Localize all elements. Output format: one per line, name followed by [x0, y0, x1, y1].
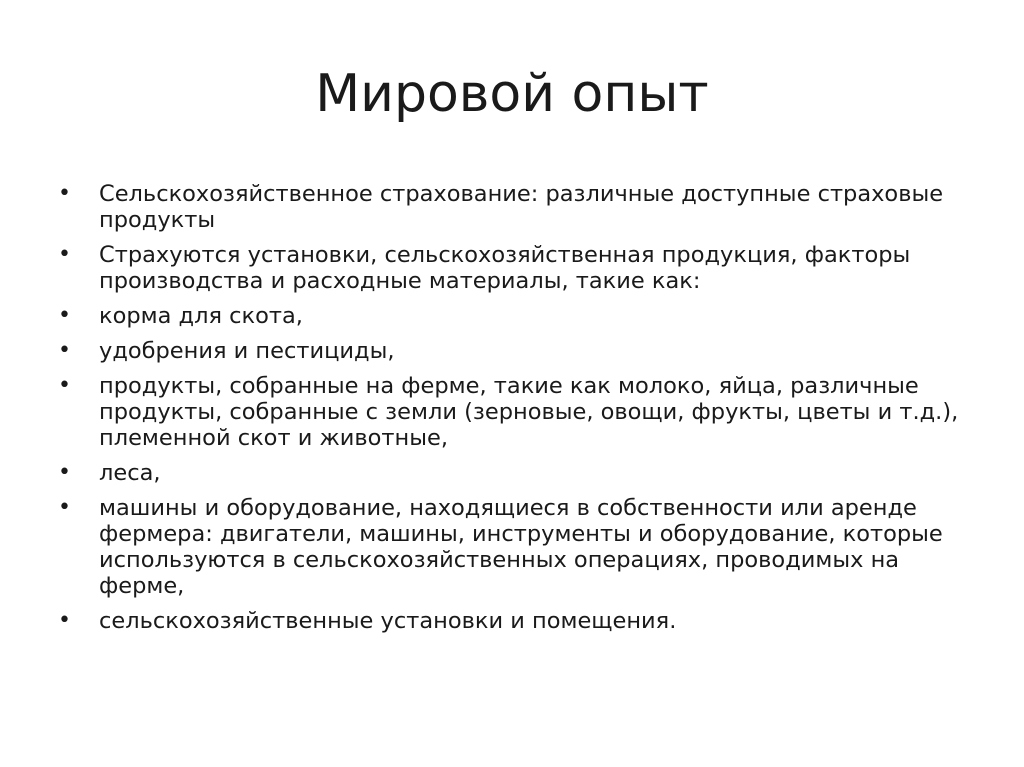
bullet-item: [58, 608, 968, 634]
bullet-item: [58, 338, 968, 364]
bullet-point-icon: •: [58, 338, 71, 363]
bullet-text: сельскохозяйственные установки и помещения.: [99, 608, 677, 634]
bullet-point-icon: •: [58, 242, 71, 267]
bullet-point-icon: •: [58, 181, 71, 206]
bullet-item: [58, 373, 968, 451]
bullet-text: корма для скота,: [99, 303, 303, 329]
bullet-text: машины и оборудование, находящиеся в собственности или аренде фермера: двигатели, машины, инструменты и оборудование, которые используются в сельскохозяйственных операциях, проводимых на ферме,: [99, 495, 943, 599]
slide-title: Мировой опыт: [315, 64, 709, 124]
bullet-text: удобрения и пестициды,: [99, 338, 395, 364]
bullet-text: Сельскохозяйственное страхование: различные доступные страховые продукты: [99, 181, 944, 233]
bullet-point-icon: •: [58, 495, 71, 520]
bullet-text: продукты, собранные на ферме, такие как молоко, яйца, различные продукты, собранные с земли (зерновые, овощи, фрукты, цветы и т.д.), племенной скот и животные,: [99, 373, 959, 451]
bullet-point-icon: •: [58, 373, 71, 398]
bullet-item: [58, 495, 968, 599]
bullet-text: Страхуются установки, сельскохозяйственная продукция, факторы производства и расходные материалы, такие как:: [99, 242, 911, 294]
bullet-item: [58, 242, 968, 294]
bullet-text: леса,: [99, 460, 161, 486]
bullet-point-icon: •: [58, 608, 71, 633]
bullet-item: [58, 181, 968, 233]
bullet-item: [58, 460, 968, 486]
bullet-point-icon: •: [58, 460, 71, 485]
bullet-item: [58, 303, 968, 329]
bullet-list: [58, 181, 968, 643]
bullet-point-icon: •: [58, 303, 71, 328]
